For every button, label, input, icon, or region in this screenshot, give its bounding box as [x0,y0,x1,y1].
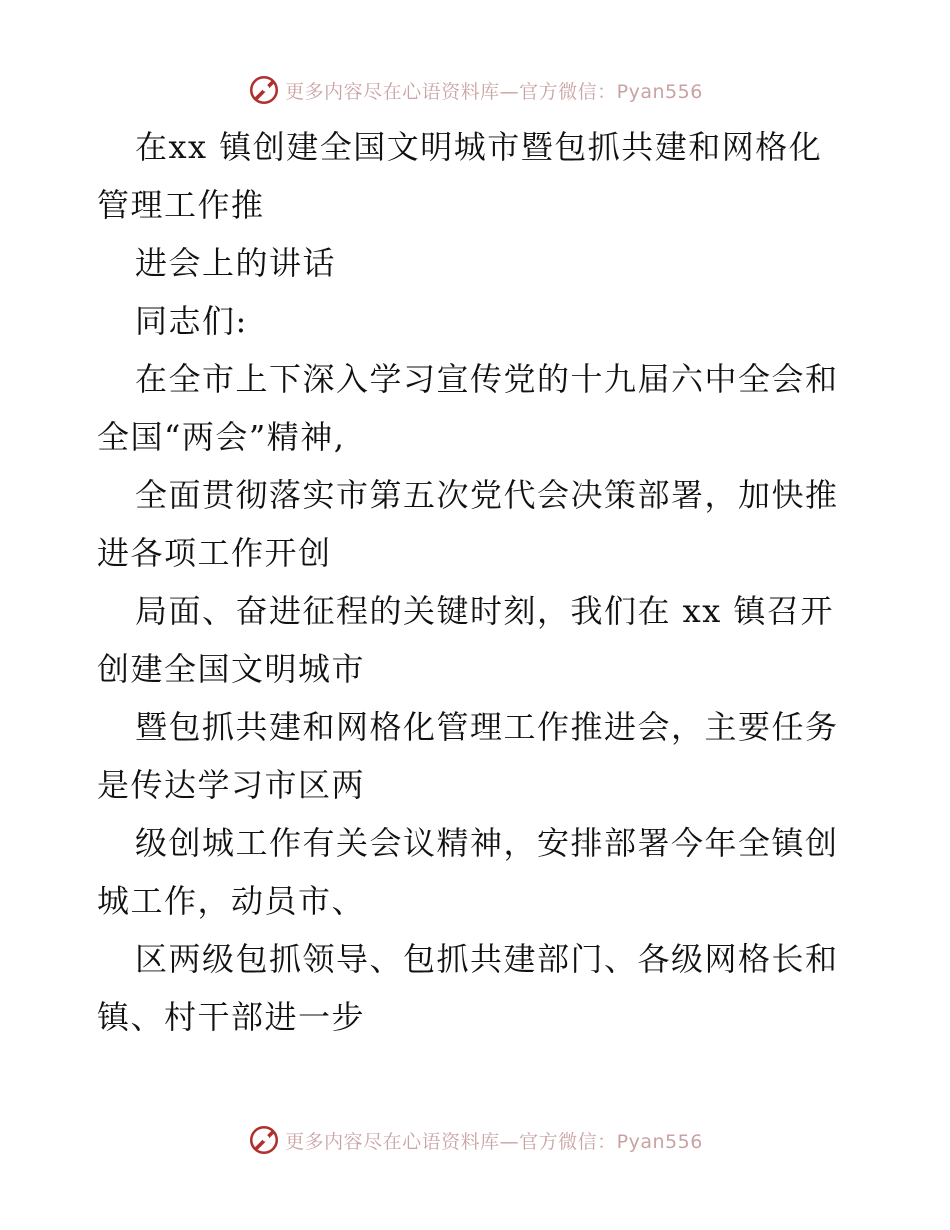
text-line: 区两级包抓领导、包抓共建部门、各级网格长和 [135,940,839,978]
text-line: 在xx 镇创建全国文明城市暨包抓共建和网格化 [135,128,823,166]
text-line: 同志们: [135,302,248,340]
text-line: 城工作，动员市、 [97,882,366,920]
document-body [97,118,857,1046]
text-line: 创建全国文明城市 [97,650,366,688]
text-line: 全面贯彻落实市第五次党代会决策部署，加快推 [135,476,839,514]
text-line: 管理工作推 [97,186,265,224]
text-line: 局面、奋进征程的关键时刻，我们在 xx 镇召开 [135,592,834,630]
watermark-text: 更多内容尽在心语资料库—官方微信：Pyan556 [285,1130,703,1153]
text-line: 级创城工作有关会议精神，安排部署今年全镇创 [135,824,839,862]
text-line: 进各项工作开创 [97,534,332,572]
header-watermark [0,70,950,110]
text-line: 全国“两会”精神, [97,418,346,456]
pen-logo-icon [247,1123,281,1157]
footer-watermark [0,1120,950,1160]
text-line: 进会上的讲话 [135,244,337,282]
text-line: 在全市上下深入学习宣传党的十九届六中全会和 [135,360,839,398]
text-line: 是传达学习市区两 [97,766,366,804]
watermark-text: 更多内容尽在心语资料库—官方微信：Pyan556 [285,80,703,103]
pen-logo-icon [247,73,281,107]
text-line: 暨包抓共建和网格化管理工作推进会，主要任务 [135,708,839,746]
text-line: 镇、村干部进一步 [97,998,366,1036]
